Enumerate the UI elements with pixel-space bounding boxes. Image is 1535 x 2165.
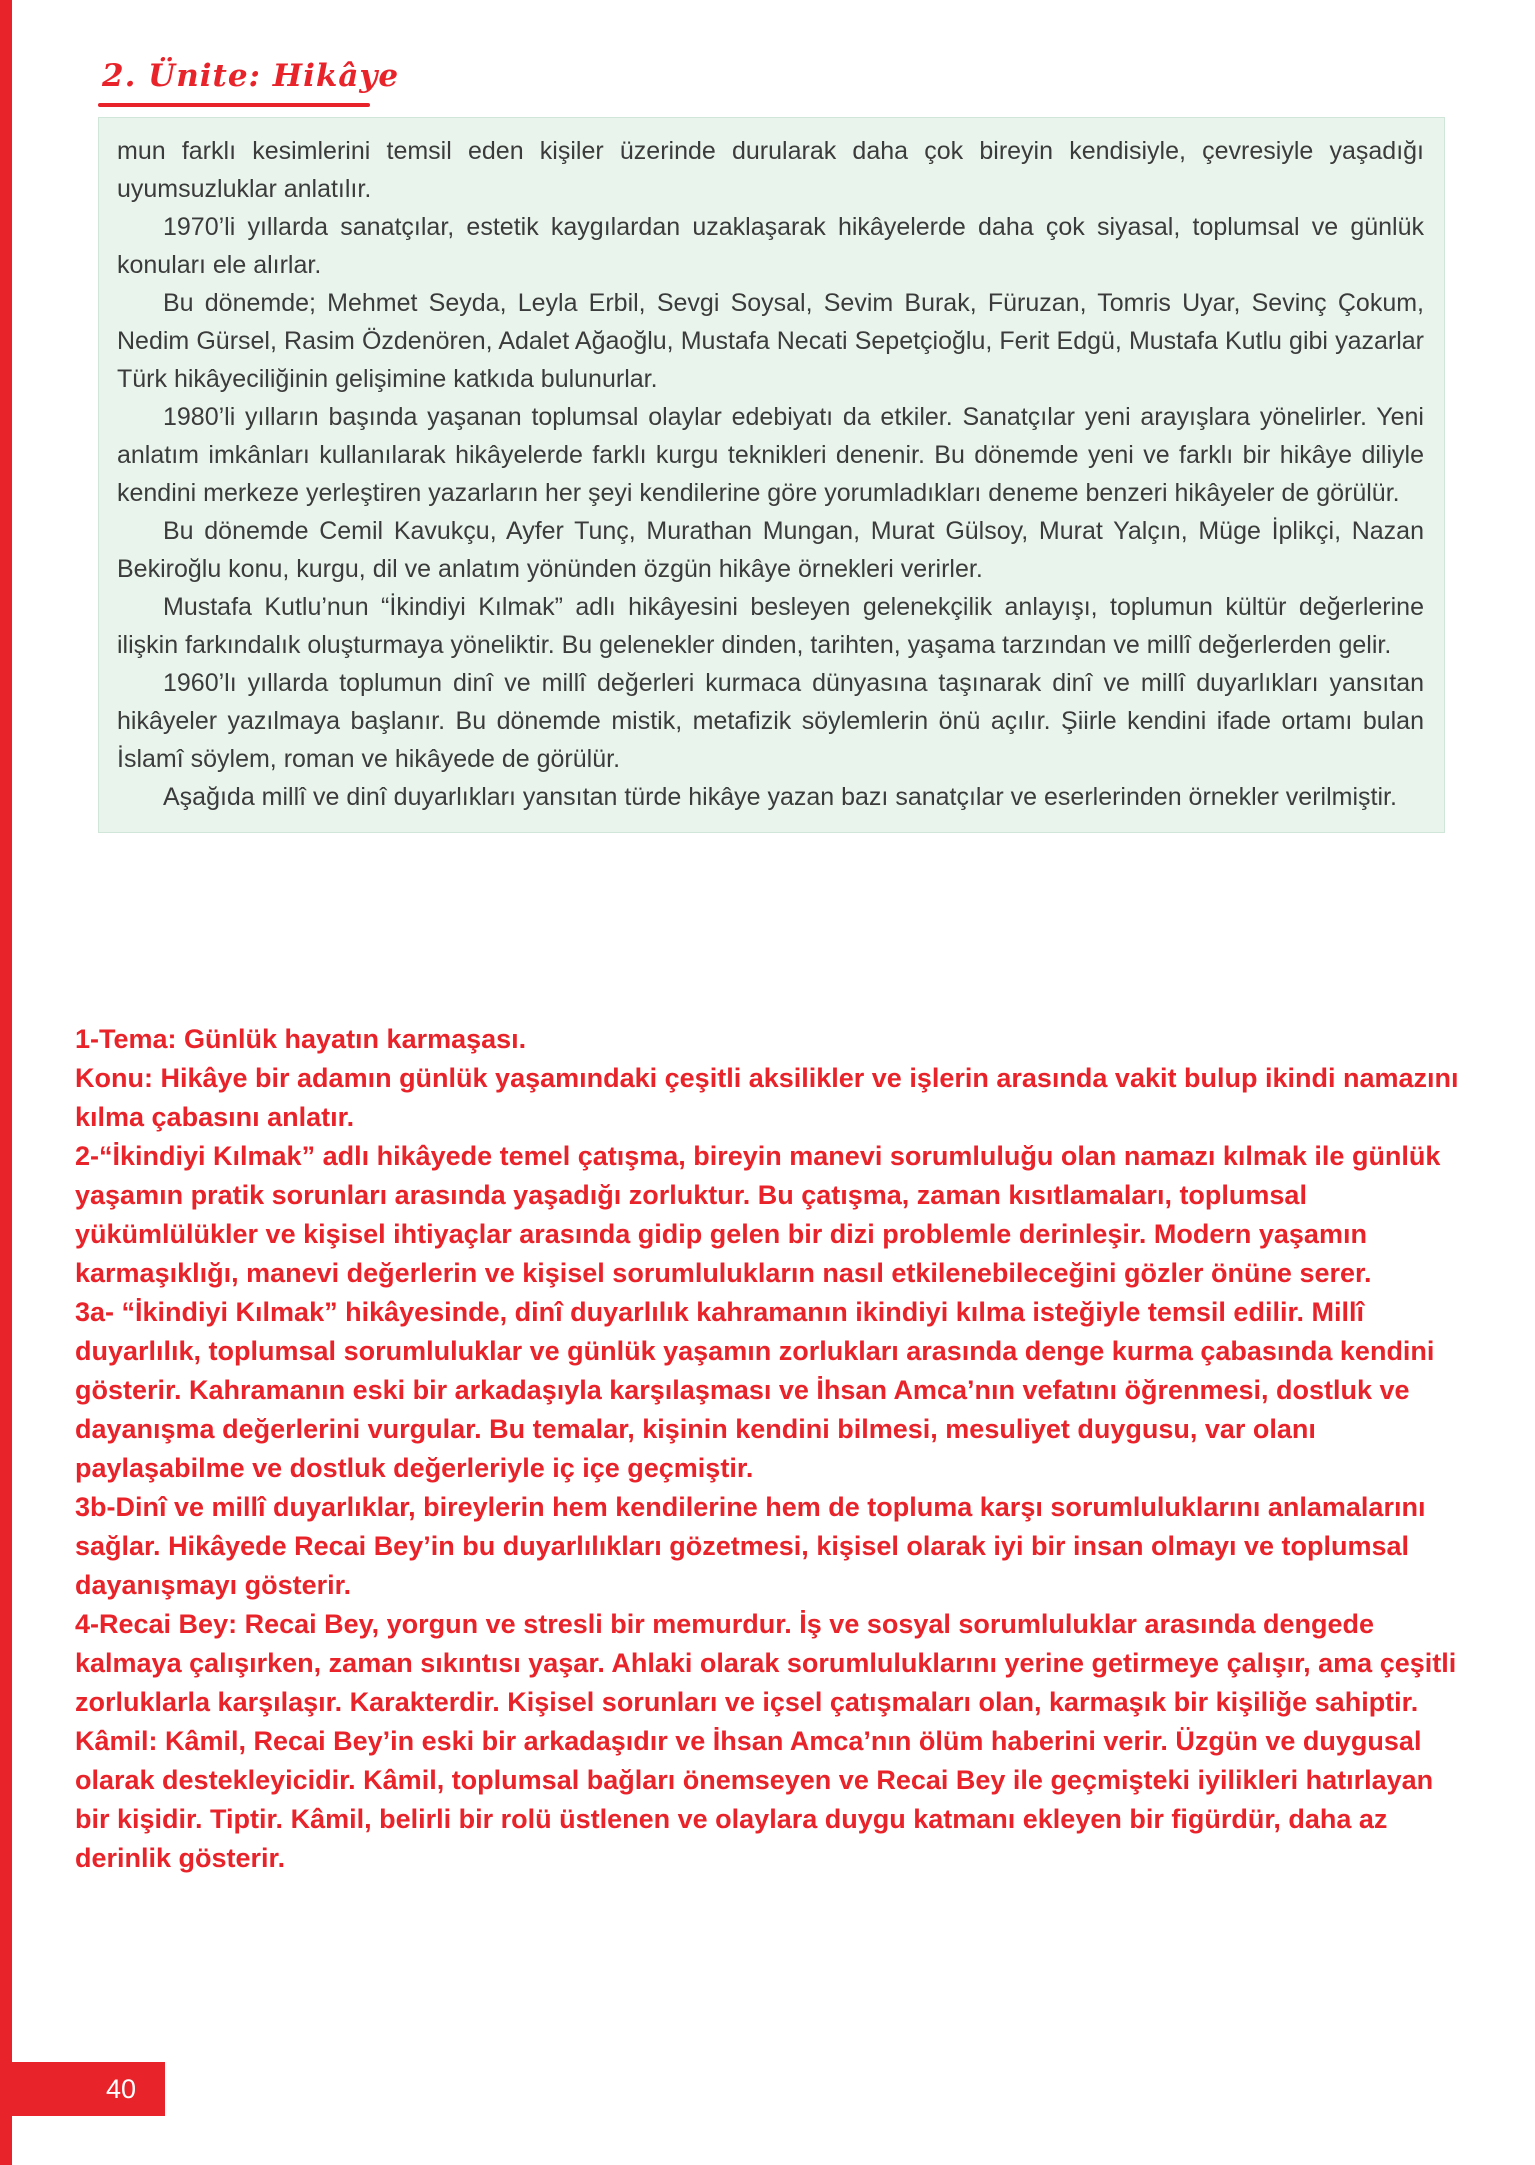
answers-section xyxy=(75,1020,1467,1878)
passage-paragraph: 1960’lı yıllarda toplumun dinî ve millî değerleri kurmaca dünyasına taşınarak dinî ve millî duyarlıkları yansıtan hikâyeler yazılmaya başlanır. Bu dönemde mistik, metafizik söylemlerin önü açılır. Şiirle kendini ifade ortamı bulan İslamî söylem, roman ve hikâyede de görülür. xyxy=(117,669,1424,773)
answer-paragraph: 3a- “İkindiyi Kılmak” hikâyesinde, dinî duyarlılık kahramanın ikindiyi kılma isteğiyle temsil edilir. Millî duyarlılık, toplumsal sorumluluklar ve günlük yaşamın zorlukları arasında denge kurma çabasında kendini gösterir. Kahramanın eski bir arkadaşıyla karşılaşması ve İhsan Amca’nın vefatını öğrenmesi, dostluk ve dayanışma değerlerini vurgular. Bu temalar, kişinin kendini bilmesi, mesuliyet duygusu, var olanı paylaşabilme ve dostluk değerleriyle iç içe geçmiştir. xyxy=(75,1297,1435,1483)
answer-paragraph: Konu: Hikâye bir adamın günlük yaşamındaki çeşitli aksilikler ve işlerin arasında vakit bulup ikindi namazını kılma çabasını anlatır. xyxy=(75,1063,1459,1132)
passage-paragraph: Bu dönemde; Mehmet Seyda, Leyla Erbil, Sevgi Soysal, Sevim Burak, Füruzan, Tomris Uyar, Sevinç Çokum, Nedim Gürsel, Rasim Özdenören, Adalet Ağaoğlu, Mustafa Necati Sepetçioğlu, Ferit Edgü, Mustafa Kutlu gibi yazarlar Türk hikâyeciliğinin gelişimine katkıda bulunurlar. xyxy=(117,289,1424,393)
unit-header-underline xyxy=(98,103,370,107)
answer-paragraph: 1-Tema: Günlük hayatın karmaşası. xyxy=(75,1024,527,1054)
page-number-badge xyxy=(0,2062,165,2116)
answer-paragraph: 4-Recai Bey: Recai Bey, yorgun ve stresli bir memurdur. İş ve sosyal sorumluluklar arasında dengede kalmaya çalışırken, zaman sıkıntısı yaşar. Ahlaki olarak sorumluluklarını yerine getirmeye çalışır, ama çeşitli zorluklarla karşılaşır. Karakterdir. Kişisel sorunları ve içsel çatışmaları olan, karmaşık bir kişiliğe sahiptir. xyxy=(75,1609,1457,1717)
reading-passage-box xyxy=(98,117,1445,833)
answer-paragraph: Kâmil: Kâmil, Recai Bey’in eski bir arkadaşıdır ve İhsan Amca’nın ölüm haberini verir. Üzgün ve duygusal olarak destekleyicidir. Kâmil, toplumsal bağları önemseyen ve Recai Bey ile geçmişteki iyilikleri hatırlayan bir kişidir. Tiptir. Kâmil, belirli bir rolü üstlenen ve olaylara duygu katmanı ekleyen bir figürdür, daha az derinlik gösterir. xyxy=(75,1726,1434,1873)
passage-paragraph: 1980’li yılların başında yaşanan toplumsal olaylar edebiyatı da etkiler. Sanatçılar yeni arayışlara yönelirler. Yeni anlatım imkânları kullanılarak hikâyelerde farklı kurgu teknikleri denenir. Bu dönemde yeni ve farklı bir hikâye diliyle kendini merkeze yerleştiren yazarların her şeyi kendilerine göre yorumladıkları deneme benzeri hikâyeler de görülür. xyxy=(117,403,1424,507)
passage-paragraph: mun farklı kesimlerini temsil eden kişiler üzerinde durularak daha çok bireyin kendisiyle, çevresiyle yaşadığı uyumsuzluklar anlatılır. xyxy=(117,137,1424,203)
passage-paragraph: Mustafa Kutlu’nun “İkindiyi Kılmak” adlı hikâyesini besleyen gelenekçilik anlayışı, toplumun kültür değerlerine ilişkin farkındalık oluşturmaya yöneliktir. Bu gelenekler dinden, tarihten, yaşama tarzından ve millî değerlerden gelir. xyxy=(117,593,1424,659)
left-edge-accent-bar xyxy=(0,0,12,2165)
page-number: 40 xyxy=(106,2073,137,2104)
unit-header-text: 2. Ünite: Hikâye xyxy=(102,58,400,94)
answer-paragraph: 2-“İkindiyi Kılmak” adlı hikâyede temel çatışma, bireyin manevi sorumluluğu olan namazı kılmak ile günlük yaşamın pratik sorunları arasında yaşadığı zorluktur. Bu çatışma, zaman kısıtlamaları, toplumsal yükümlülükler ve kişisel ihtiyaçlar arasında gidip gelen bir dizi problemle derinleşir. Modern yaşamın karmaşıklığı, manevi değerlerin ve kişisel sorumlulukların nasıl etkilenebileceğini gözler önüne serer. xyxy=(75,1141,1441,1288)
passage-paragraph: Bu dönemde Cemil Kavukçu, Ayfer Tunç, Murathan Mungan, Murat Gülsoy, Murat Yalçın, Müge İplikçi, Nazan Bekiroğlu konu, kurgu, dil ve anlatım yönünden özgün hikâye örnekleri verirler. xyxy=(117,517,1424,583)
answer-paragraph: 3b-Dinî ve millî duyarlıklar, bireylerin hem kendilerine hem de topluma karşı sorumluluklarını anlamalarını sağlar. Hikâyede Recai Bey’in bu duyarlılıkları gözetmesi, kişisel olarak iyi bir insan olmayı ve toplumsal dayanışmayı gösterir. xyxy=(75,1492,1426,1600)
passage-paragraph: 1970’li yıllarda sanatçılar, estetik kaygılardan uzaklaşarak hikâyelerde daha çok siyasal, toplumsal ve günlük konuları ele alırlar. xyxy=(117,213,1424,279)
passage-paragraph: Aşağıda millî ve dinî duyarlıkları yansıtan türde hikâye yazan bazı sanatçılar ve eserlerinden örnekler verilmiştir. xyxy=(163,783,1397,811)
unit-header xyxy=(102,58,399,94)
